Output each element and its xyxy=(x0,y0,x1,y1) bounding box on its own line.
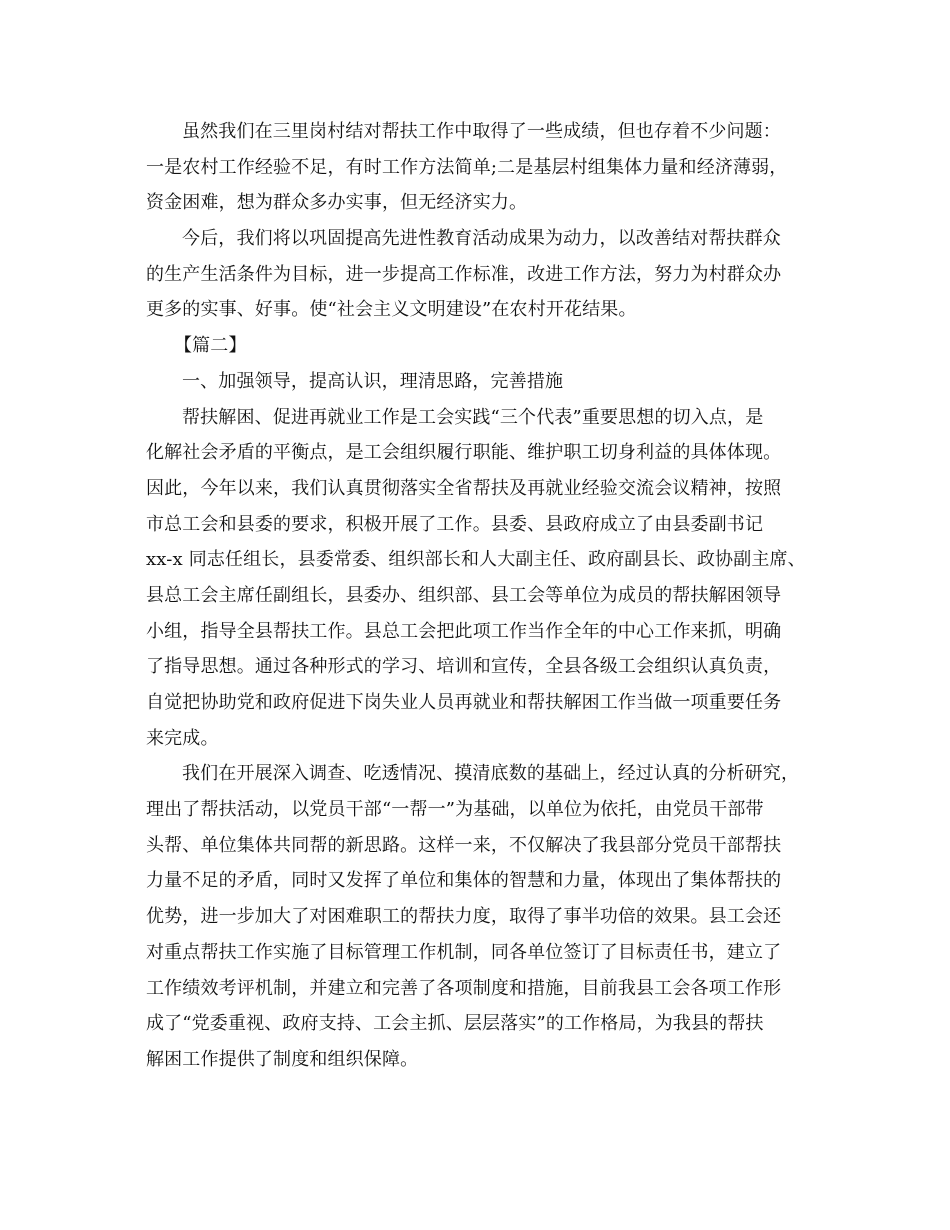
text-line: 头帮、单位集体共同帮的新思路。这样一来，不仅解决了我县部分党员干部帮扶 xyxy=(146,834,782,856)
document-body xyxy=(146,114,814,1078)
section-heading: 【篇二】 xyxy=(174,335,247,357)
subsection-heading: 一、加强领导，提高认识，理清思路，完善措施 xyxy=(182,370,564,392)
text-line: 今后，我们将以巩固提高先进性教育活动成果为动力，以改善结对帮扶群众 xyxy=(182,228,781,250)
text-line: 资金困难，想为群众多办实事，但无经济实力。 xyxy=(146,192,528,214)
text-line: 市总工会和县委的要求，积极开展了工作。县委、县政府成立了由县委副书记 xyxy=(146,513,764,535)
text-line: 小组，指导全县帮扶工作。县总工会把此项工作当作全年的中心工作来抓，明确 xyxy=(146,620,782,642)
text-line: 虽然我们在三里岗村结对帮扶工作中取得了一些成绩，但也存着不少问题： xyxy=(182,121,781,142)
text-line: xx-x 同志任组长，县委常委、组织部长和人大副主任、政府副县长、政协副主席、 xyxy=(146,549,806,571)
text-line: 力量不足的矛盾，同时又发挥了单位和集体的智慧和力量，体现出了集体帮扶的 xyxy=(146,870,782,892)
text-line: 我们在开展深入调查、吃透情况、摸清底数的基础上，经过认真的分析研究， xyxy=(182,763,800,785)
text-line: 理出了帮扶活动，以党员干部“一帮一”为基础，以单位为依托，由党员干部带 xyxy=(146,799,764,821)
text-line: 因此，今年以来，我们认真贯彻落实全省帮扶及再就业经验交流会议精神，按照 xyxy=(146,477,782,499)
text-line: 成了“党委重视、政府支持、工会主抓、层层落实”的工作格局，为我县的帮扶 xyxy=(146,1013,764,1035)
text-line: 帮扶解困、促进再就业工作是工会实践“三个代表”重要思想的切入点，是 xyxy=(182,406,764,428)
text-line: 县总工会主席任副组长，县委办、组织部、县工会等单位为成员的帮扶解困领导 xyxy=(146,584,782,606)
text-line: 自觉把协助党和政府促进下岗失业人员再就业和帮扶解困工作当做一项重要任务 xyxy=(146,692,782,713)
text-line: 来完成。 xyxy=(146,727,219,749)
text-line: 优势，进一步加大了对困难职工的帮扶力度，取得了事半功倍的效果。县工会还 xyxy=(146,906,782,928)
text-line: 的生产生活条件为目标，进一步提高工作标准，改进工作方法，努力为村群众办 xyxy=(146,263,782,285)
text-line: 工作绩效考评机制，并建立和完善了各项制度和措施，目前我县工会各项工作形 xyxy=(146,977,782,999)
text-line: 了指导思想。通过各种形式的学习、培训和宣传，全县各级工会组织认真负责， xyxy=(146,656,782,678)
text-line: 一是农村工作经验不足，有时工作方法简单;二是基层村组集体力量和经济薄弱， xyxy=(146,156,788,178)
text-line: 解困工作提供了制度和组织保障。 xyxy=(146,1048,419,1070)
text-line: 更多的实事、好事。使“社会主义文明建设”在农村开花结果。 xyxy=(146,299,637,321)
text-line: 化解社会矛盾的平衡点，是工会组织履行职能、维护职工切身利益的具体体现。 xyxy=(146,442,782,464)
text-line: 对重点帮扶工作实施了目标管理工作机制，同各单位签订了目标责任书，建立了 xyxy=(146,941,782,963)
